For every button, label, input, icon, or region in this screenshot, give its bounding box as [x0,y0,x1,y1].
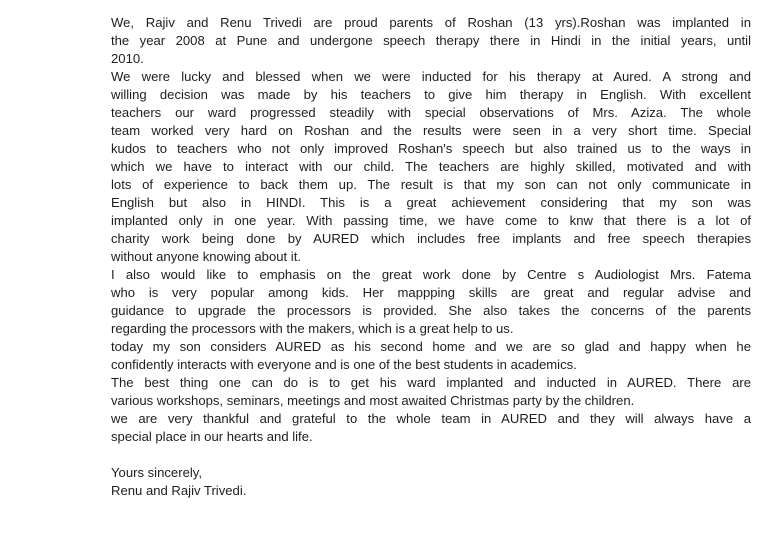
text-line: lots of experience to back them up. The result is that my son can not only communicate in [111,177,751,192]
text-line: the year 2008 at Pune and undergone speech therapy there in Hindi in the initial years, until [111,33,751,48]
letter-body [111,14,751,500]
text-line: English but also in HINDI. This is a great achievement considering that my son was [111,195,751,210]
paragraph-therapy [111,68,751,266]
text-line: without anyone knowing about it. [111,249,301,264]
text-line: special place in our hearts and life. [111,429,313,444]
text-line: today my son considers AURED as his second home and we are so glad and happy when he [111,339,751,354]
text-line: teachers our ward progressed steadily with special observations of Mrs. Aziza. The whole [111,105,751,120]
paragraph-intro [111,14,751,68]
text-line: regarding the processors with the makers, which is a great help to us. [111,321,514,336]
closing: Yours sincerely, [111,465,202,480]
text-line: we are very thankful and grateful to the whole team in AURED and they will always have a [111,411,751,426]
text-line: We were lucky and blessed when we were inducted for his therapy at Aured. A strong and [111,69,751,84]
text-line: which we have to interact with our child. The teachers are highly skilled, motivated and with [111,159,751,174]
text-line: I also would like to emphasis on the great work done by Centre s Audiologist Mrs. Fatema [111,267,751,282]
text-line: The best thing one can do is to get his ward implanted and inducted in AURED. There are [111,375,751,390]
text-line: willing decision was made by his teachers to give him therapy in English. With excellent [111,87,751,102]
text-line: team worked very hard on Roshan and the results were seen in a very short time. Special [111,123,751,138]
text-line: guidance to upgrade the processors is provided. She also takes the concerns of the parents [111,303,751,318]
paragraph-thanks [111,410,751,446]
paragraph-second-home [111,338,751,374]
text-line: kudos to teachers who not only improved Roshan's speech but also trained us to the ways in [111,141,751,156]
text-line: 2010. [111,51,144,66]
text-line: various workshops, seminars, meetings and most awaited Christmas party by the children. [111,393,635,408]
paragraph-best-thing [111,374,751,410]
text-line: confidently interacts with everyone and is one of the best students in academics. [111,357,577,372]
signature: Renu and Rajiv Trivedi. [111,483,247,498]
text-line: who is very popular among kids. Her mappping skills are great and regular advise and [111,285,751,300]
text-line: charity work being done by AURED which includes free implants and free speech therapies [111,231,751,246]
text-line: We, Rajiv and Renu Trivedi are proud parents of Roshan (13 yrs).Roshan was implanted in [111,15,751,30]
text-line: implanted only in one year. With passing time, we have come to knw that there is a lot of [111,213,751,228]
paragraph-audiologist [111,266,751,338]
